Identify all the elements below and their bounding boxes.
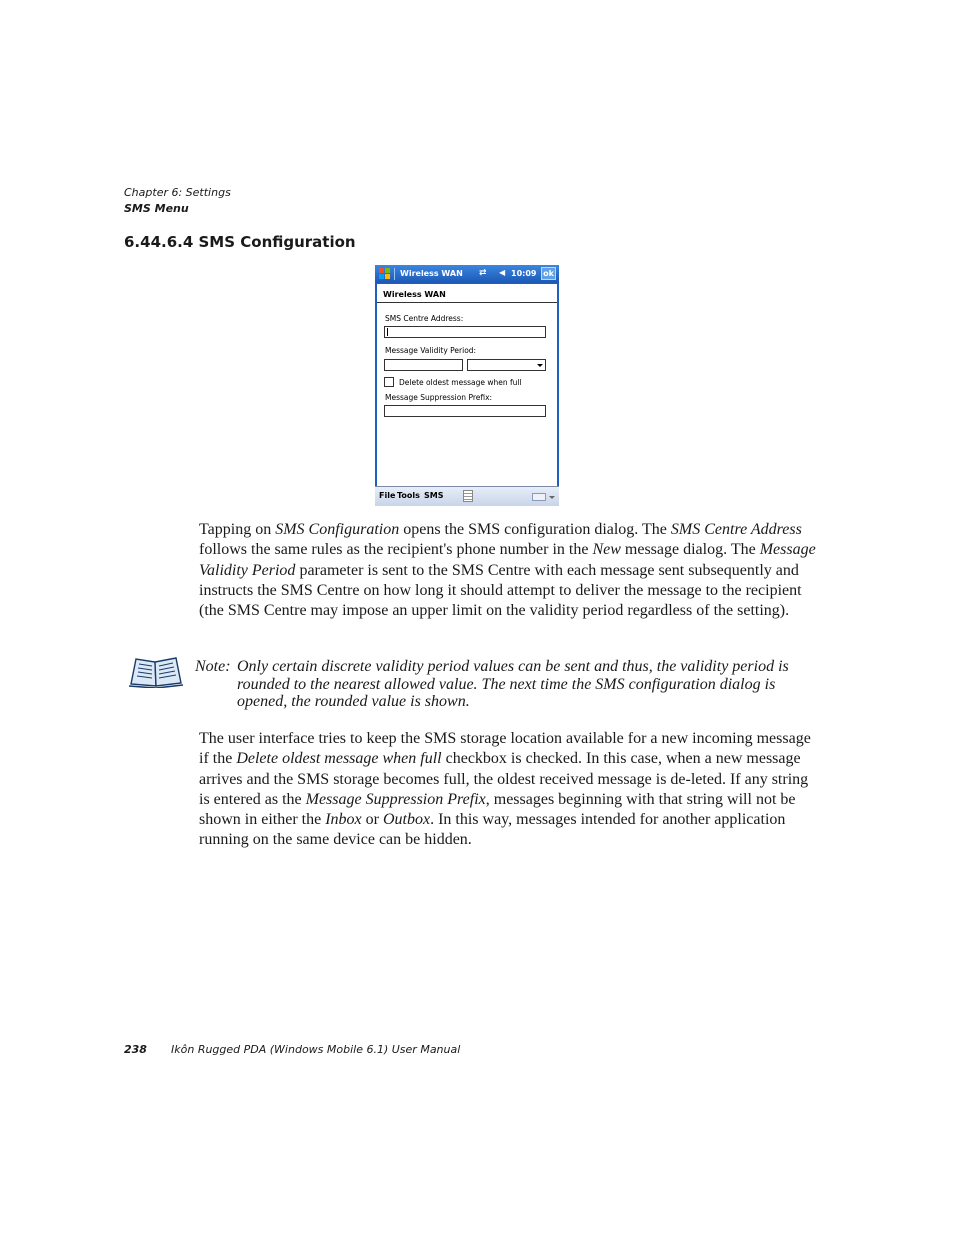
- dialog-client: [377, 284, 557, 486]
- chevron-down-icon: [537, 364, 543, 367]
- title-separator: [394, 268, 395, 280]
- suppression-prefix-input[interactable]: [384, 405, 546, 417]
- app-title: Wireless WAN: [400, 269, 463, 278]
- validity-unit-dropdown[interactable]: [467, 359, 546, 371]
- paragraph-text: opens the SMS configuration dialog. The: [399, 521, 671, 538]
- emphasized-term: Delete oldest message when full: [236, 750, 442, 768]
- emphasized-term: Message Suppression Prefix: [305, 790, 486, 808]
- note-text: Only certain discrete validity period values can be sent and thus, the validity period is rounded to the nearest allowed value. The next time the SMS configuration dialog is opened, the rounded value is shown.: [237, 658, 789, 710]
- sms-centre-label: SMS Centre Address:: [385, 314, 464, 323]
- emphasized-term: Message Validity Period: [199, 541, 816, 579]
- paragraph-text: , messages beginning with that string will not be shown in either the: [199, 790, 796, 829]
- paragraph-sms-configuration: [199, 520, 819, 621]
- emphasized-term: SMS Centre Address: [670, 521, 802, 538]
- clock[interactable]: 10:09: [511, 269, 537, 278]
- note-label: Note:: [195, 658, 231, 675]
- note-book-icon: [128, 656, 184, 688]
- page-number: 238: [124, 1043, 147, 1056]
- ok-button[interactable]: ok: [541, 267, 556, 280]
- emphasized-term: SMS Configuration: [275, 521, 400, 538]
- validity-period-label: Message Validity Period:: [385, 346, 477, 355]
- menu-sms[interactable]: SMS: [424, 491, 444, 500]
- suppression-prefix-label: Message Suppression Prefix:: [385, 393, 493, 402]
- section-heading: 6.44.6.4 SMS Configuration: [124, 233, 356, 251]
- page-header: Wireless WAN: [383, 290, 446, 299]
- menu-tools[interactable]: Tools: [397, 491, 420, 500]
- paragraph-text: The user interface tries to keep the SMS storage location available for a new incoming message if the: [199, 730, 811, 768]
- grid-icon[interactable]: [463, 490, 473, 502]
- menu-file[interactable]: File: [379, 491, 396, 500]
- running-head-chapter: Chapter 6: Settings: [124, 186, 231, 199]
- validity-value-input[interactable]: [384, 359, 463, 371]
- delete-oldest-label: Delete oldest message when full: [399, 378, 522, 387]
- pda-screenshot: [375, 265, 559, 506]
- paragraph-text: checkbox is checked. In this case, when a new message arrives and the SMS storage becomes full, the oldest received message is de-leted. If any string is entered as the: [199, 750, 809, 808]
- paragraph-text: Tapping on: [199, 521, 276, 538]
- keyboard-icon[interactable]: [532, 493, 546, 501]
- manual-title: Ikôn Rugged PDA (Windows Mobile 6.1) User Manual: [171, 1043, 461, 1056]
- paragraph-text: message dialog. The: [620, 541, 760, 559]
- menu-bar: [375, 486, 559, 506]
- delete-oldest-checkbox[interactable]: [384, 377, 394, 387]
- windows-start-icon[interactable]: [379, 268, 390, 279]
- volume-icon[interactable]: ◀: [499, 268, 506, 277]
- paragraph-text: follows the same rules as the recipient's phone number in the: [199, 541, 593, 559]
- page-footer: [124, 1043, 461, 1056]
- title-bar: [375, 265, 559, 283]
- keyboard-arrow-icon[interactable]: [549, 496, 555, 499]
- paragraph-storage: [199, 729, 819, 851]
- header-divider: [377, 302, 557, 303]
- sms-centre-address-input[interactable]: [384, 326, 546, 338]
- running-head-section: SMS Menu: [124, 202, 189, 215]
- running-head: [124, 185, 231, 217]
- emphasized-term: Outbox: [382, 811, 431, 829]
- emphasized-term: New: [592, 541, 621, 559]
- signal-icon[interactable]: ⇄: [479, 268, 487, 278]
- emphasized-term: Inbox: [325, 811, 362, 829]
- paragraph-text: or: [361, 811, 383, 829]
- paragraph-text: . In this way, messages intended for another application running on the same device can be hidden.: [199, 811, 786, 849]
- paragraph-text: parameter is sent to the SMS Centre with each message sent subsequently and instructs the SMS Centre on how long it should attempt to deliver the message to the recipient (the SMS Centre may impose an upper limit on the validity period regardless of the setting).: [199, 561, 802, 620]
